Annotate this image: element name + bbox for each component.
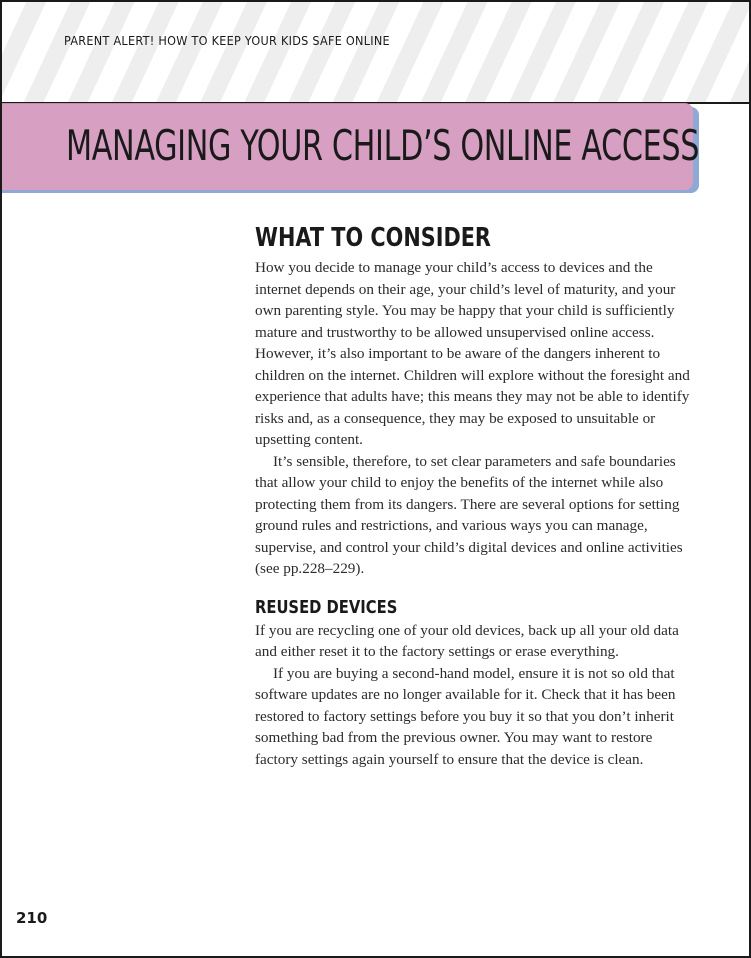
paragraph: If you are recycling one of your old devices, back up all your old data and either reset it to the factory settings or erase everything. (255, 621, 679, 660)
paragraph: If you are buying a second-hand model, ensure it is not so old that software updates are no longer available for it. Check that it has been restored to factory settings before you buy it so that you don’t inherit something bad from the previous owner. You may want to restore factory settings again yourself to ensure that the device is clean. (255, 664, 676, 768)
body-content (255, 221, 695, 770)
page-number: 210 (16, 909, 48, 927)
section-heading-reused-devices: REUSED DEVICES (255, 596, 398, 618)
header-stripes (2, 2, 749, 104)
section-heading-what-to-consider: WHAT TO CONSIDER (255, 223, 491, 253)
running-head: PARENT ALERT! HOW TO KEEP YOUR KIDS SAFE ONLINE (64, 33, 390, 48)
chapter-title: MANAGING YOUR CHILD’S ONLINE ACCESS (66, 121, 700, 170)
paragraph: How you decide to manage your child’s access to devices and the internet depends on their age, your child’s level of maturity, and your own parenting style. You may be happy that your child is sufficiently mature and trustworthy to be allowed unsupervised online access. However, it’s also important to be aware of the dangers inherent to children on the internet. Children will explore without the foresight and experience that adults have; this means they may not be able to identify risks and, as a consequence, they may be exposed to unsuitable or upsetting content. (255, 259, 690, 448)
paragraph: It’s sensible, therefore, to set clear parameters and safe boundaries that allow your child to enjoy the benefits of the internet while also protecting them from its dangers. There are several options for setting ground rules and restrictions, and various ways you can manage, supervise, and control your child’s digital devices and online activities (see pp.228–229). (255, 452, 683, 577)
